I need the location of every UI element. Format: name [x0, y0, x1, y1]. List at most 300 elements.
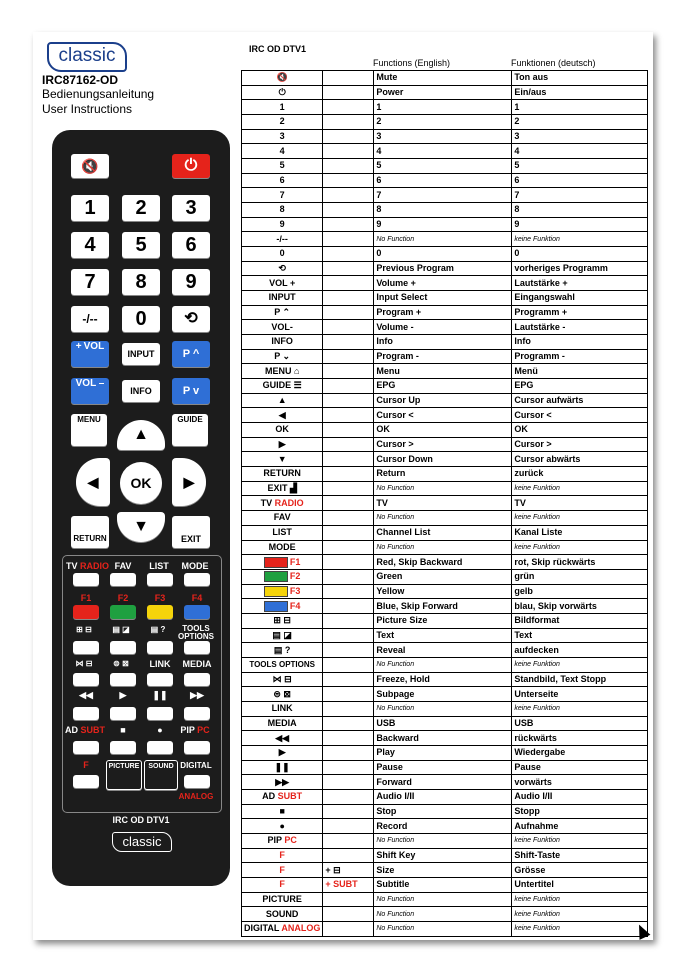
- function-english: No Function: [374, 657, 512, 672]
- number-0-button[interactable]: 0: [122, 306, 160, 332]
- table-row: [242, 481, 648, 496]
- mode-label: MODE: [181, 561, 209, 571]
- function-german: USB: [512, 716, 648, 731]
- modifier-cell: [323, 85, 374, 100]
- modifier-cell: [323, 657, 374, 672]
- key-label: 0: [279, 248, 285, 259]
- key-label-secondary: PC: [281, 835, 297, 846]
- key-cell: [242, 701, 323, 716]
- key-label: TOOLS OPTIONS: [249, 660, 315, 670]
- key-label: MEDIA: [267, 717, 297, 728]
- table-row: [242, 613, 648, 628]
- previous-program-button[interactable]: ⟲: [172, 306, 210, 332]
- key-cell: [242, 437, 323, 452]
- digital-analog-button[interactable]: [184, 775, 210, 788]
- text-icon: ▤ ◪: [112, 625, 130, 634]
- function-german: aufdecken: [512, 643, 648, 658]
- key-label: 🔇: [276, 72, 288, 83]
- number-4-button[interactable]: 4: [71, 232, 109, 258]
- modifier-cell: [323, 115, 374, 130]
- key-cell: [242, 540, 323, 555]
- modifier-cell: [323, 525, 374, 540]
- pause-button[interactable]: [147, 707, 173, 720]
- cursor-left-button[interactable]: ◀: [76, 458, 110, 506]
- function-german: Eingangswahl: [512, 291, 648, 306]
- function-english: Size: [374, 863, 512, 878]
- function-german: 9: [512, 217, 648, 232]
- f-button[interactable]: [73, 775, 99, 788]
- key-label: 1: [279, 101, 285, 112]
- subt-text: SUBT: [80, 725, 105, 735]
- key-label: PICTURE: [262, 893, 302, 904]
- key-label: 4: [279, 145, 285, 156]
- key-label: 7: [279, 189, 285, 200]
- key-label: 3: [279, 131, 285, 142]
- key-label: SOUND: [265, 908, 299, 919]
- function-english: 3: [374, 129, 512, 144]
- function-english: Program -: [374, 349, 512, 364]
- function-english: Audio I/II: [374, 789, 512, 804]
- key-label: P ⌄: [274, 351, 291, 362]
- media-button[interactable]: [184, 673, 210, 686]
- key-cell: [242, 731, 323, 746]
- function-german: OK: [512, 423, 648, 438]
- table-row: [242, 672, 648, 687]
- ad-subt-button[interactable]: [73, 741, 99, 754]
- tv-radio-label: [66, 561, 110, 571]
- number-1-button[interactable]: 1: [71, 195, 109, 221]
- function-german: 7: [512, 188, 648, 203]
- function-german: gelb: [512, 584, 648, 599]
- function-english: Previous Program: [374, 261, 512, 276]
- table-row: [242, 833, 648, 848]
- table-row: [242, 804, 648, 819]
- key-label: TV: [260, 497, 273, 508]
- key-cell: [242, 408, 323, 423]
- function-english: Reveal: [374, 643, 512, 658]
- key-cell: [242, 173, 323, 188]
- function-english: USB: [374, 716, 512, 731]
- function-german: EPG: [512, 379, 648, 394]
- function-german: vorheriges Programm: [512, 261, 648, 276]
- modifier-cell: [323, 276, 374, 291]
- key-label: 5: [279, 160, 285, 171]
- number-5-button[interactable]: 5: [122, 232, 160, 258]
- function-german: keine Funktion: [512, 907, 648, 922]
- table-row: [242, 848, 648, 863]
- key-label: INPUT: [268, 292, 296, 303]
- table-row: [242, 349, 648, 364]
- sound-button[interactable]: SOUND: [144, 760, 178, 790]
- link-button[interactable]: [147, 673, 173, 686]
- key-label: ⏻: [278, 87, 286, 97]
- key-label: LIST: [272, 527, 292, 538]
- manual-title-en: User Instructions: [42, 102, 133, 116]
- function-german: Cursor >: [512, 437, 648, 452]
- table-row: [242, 584, 648, 599]
- function-german: 4: [512, 144, 648, 159]
- modifier-cell: [323, 848, 374, 863]
- table-row: [242, 85, 648, 100]
- key-label: -/--: [276, 233, 288, 244]
- key-label: ●: [279, 820, 285, 831]
- freeze-icon: ⋈ ⊟: [75, 659, 93, 668]
- modifier-cell: [323, 261, 374, 276]
- function-german: Aufnahme: [512, 819, 648, 834]
- function-english: Freeze, Hold: [374, 672, 512, 687]
- record-button[interactable]: [147, 741, 173, 754]
- key-cell: [242, 804, 323, 819]
- table-row: [242, 745, 648, 760]
- key-label: ⊜ ⊠: [273, 688, 291, 699]
- table-row: [242, 863, 648, 878]
- cursor-right-button[interactable]: ▶: [172, 458, 206, 506]
- modifier-cell: [323, 921, 374, 936]
- key-cell: [242, 657, 323, 672]
- table-row: [242, 599, 648, 614]
- key-cell: [242, 393, 323, 408]
- number-2-button[interactable]: 2: [122, 195, 160, 221]
- function-german: Programm +: [512, 305, 648, 320]
- modifier-cell: [323, 144, 374, 159]
- key-label: FAV: [273, 512, 291, 523]
- function-english: No Function: [374, 481, 512, 496]
- function-german: keine Funktion: [512, 892, 648, 907]
- reveal-button[interactable]: [147, 641, 173, 654]
- f3-label: F3: [154, 593, 166, 603]
- function-english: Power: [374, 85, 512, 100]
- function-english: Play: [374, 745, 512, 760]
- modifier-cell: [323, 393, 374, 408]
- freeze-button[interactable]: [73, 673, 99, 686]
- key-label: ▶: [278, 747, 286, 758]
- function-english: Shift Key: [374, 848, 512, 863]
- function-german: 2: [512, 115, 648, 130]
- key-cell: [242, 628, 323, 643]
- function-german: 1: [512, 100, 648, 115]
- analog-label: ANALOG: [178, 792, 214, 801]
- key-cell: [242, 232, 323, 247]
- key-cell: [242, 877, 323, 892]
- key-label: ⋈ ⊟: [272, 673, 292, 684]
- modifier-cell: [323, 643, 374, 658]
- f3-button[interactable]: [147, 605, 173, 619]
- color-swatch: [264, 586, 288, 597]
- function-german: keine Funktion: [512, 540, 648, 555]
- modifier-cell: [323, 511, 374, 526]
- key-cell: [242, 305, 323, 320]
- table-row: [242, 115, 648, 130]
- number-8-button[interactable]: 8: [122, 269, 160, 295]
- subpage-icon: ⊜ ⊠: [113, 659, 129, 668]
- function-german: keine Funktion: [512, 481, 648, 496]
- key-cell: [242, 423, 323, 438]
- function-german: Kanal Liste: [512, 525, 648, 540]
- function-german: 5: [512, 159, 648, 174]
- return-button[interactable]: RETURN: [71, 516, 109, 548]
- key-label: DIGITAL: [244, 923, 280, 934]
- f4-button[interactable]: [184, 605, 210, 619]
- function-english: Green: [374, 569, 512, 584]
- text-button[interactable]: [110, 641, 136, 654]
- modifier-cell: [323, 452, 374, 467]
- play-button[interactable]: [110, 707, 136, 720]
- table-row: [242, 921, 648, 936]
- key-label: F4: [289, 600, 301, 611]
- input-button[interactable]: INPUT: [122, 343, 160, 365]
- table-row: [242, 203, 648, 218]
- key-label: P ⌃: [274, 307, 291, 318]
- ad-subt-label: [64, 725, 106, 735]
- picture-size-button[interactable]: [73, 641, 99, 654]
- modifier-cell: [323, 437, 374, 452]
- key-cell: [242, 481, 323, 496]
- modifier-cell: [323, 819, 374, 834]
- ok-button[interactable]: OK: [120, 462, 162, 504]
- key-cell: [242, 291, 323, 306]
- function-english: No Function: [374, 540, 512, 555]
- modifier-cell: [323, 731, 374, 746]
- tools-options-button[interactable]: [184, 641, 210, 654]
- modifier-cell: [323, 804, 374, 819]
- table-row: [242, 188, 648, 203]
- key-cell: [242, 247, 323, 262]
- table-row: [242, 789, 648, 804]
- function-english: Volume -: [374, 320, 512, 335]
- key-label: F3: [289, 585, 301, 596]
- function-english: No Function: [374, 701, 512, 716]
- modifier-cell: [323, 540, 374, 555]
- brand-logo: classic: [47, 42, 127, 72]
- table-row: [242, 305, 648, 320]
- function-german: Lautstärke +: [512, 276, 648, 291]
- modifier-cell: [323, 232, 374, 247]
- key-cell: [242, 144, 323, 159]
- table-row: [242, 643, 648, 658]
- model-number: IRC87162-OD: [42, 73, 119, 87]
- function-english: Cursor Up: [374, 393, 512, 408]
- power-button[interactable]: ⏻: [172, 154, 210, 178]
- function-english: Text: [374, 628, 512, 643]
- modifier-cell: [323, 291, 374, 306]
- program-down-button[interactable]: P v: [172, 378, 210, 404]
- table-row: [242, 525, 648, 540]
- function-german: rot, Skip rückwärts: [512, 555, 648, 570]
- key-label-secondary: RADIO: [272, 497, 304, 508]
- mute-button[interactable]: 🔇: [71, 154, 109, 178]
- function-german: Lautstärke -: [512, 320, 648, 335]
- modifier-cell: [323, 672, 374, 687]
- key-cell: [242, 643, 323, 658]
- modifier-cell: + ⊟: [323, 863, 374, 878]
- function-english: Picture Size: [374, 613, 512, 628]
- volume-up-button[interactable]: + VOL: [71, 341, 109, 367]
- function-english: Red, Skip Backward: [374, 555, 512, 570]
- function-german: Standbild, Text Stopp: [512, 672, 648, 687]
- function-english: 8: [374, 203, 512, 218]
- key-cell: [242, 349, 323, 364]
- function-german: Programm -: [512, 349, 648, 364]
- modifier-cell: [323, 100, 374, 115]
- table-row: [242, 452, 648, 467]
- function-english: No Function: [374, 892, 512, 907]
- function-english: Return: [374, 467, 512, 482]
- function-english: 0: [374, 247, 512, 262]
- modifier-cell: [323, 599, 374, 614]
- modifier-cell: [323, 745, 374, 760]
- key-label: 8: [279, 204, 285, 215]
- key-cell: [242, 511, 323, 526]
- number-6-button[interactable]: 6: [172, 232, 210, 258]
- pause-icon: ❚❚: [152, 690, 168, 700]
- function-german: Ton aus: [512, 71, 648, 86]
- number-9-button[interactable]: 9: [172, 269, 210, 295]
- f1-button[interactable]: [73, 605, 99, 619]
- key-label-secondary: SUBT: [275, 791, 303, 802]
- key-cell: [242, 745, 323, 760]
- modifier-cell: [323, 349, 374, 364]
- number-3-button[interactable]: 3: [172, 195, 210, 221]
- key-cell: [242, 217, 323, 232]
- modifier-cell: [323, 423, 374, 438]
- key-label: GUIDE ☰: [262, 380, 302, 391]
- table-row: [242, 907, 648, 922]
- function-german: 8: [512, 203, 648, 218]
- function-german: keine Funktion: [512, 701, 648, 716]
- function-german: Untertitel: [512, 877, 648, 892]
- table-row: [242, 173, 648, 188]
- picture-button[interactable]: PICTURE: [106, 760, 142, 790]
- f1-label: F1: [80, 593, 92, 603]
- stop-button[interactable]: [110, 741, 136, 754]
- modifier-cell: [323, 217, 374, 232]
- table-title: IRC OD DTV1: [249, 44, 307, 54]
- f4-label: F4: [191, 593, 203, 603]
- mode-button[interactable]: [184, 573, 210, 586]
- key-cell: [242, 833, 323, 848]
- modifier-cell: [323, 379, 374, 394]
- table-row: [242, 276, 648, 291]
- cursor-up-button[interactable]: ▲: [117, 420, 165, 450]
- key-cell: [242, 569, 323, 584]
- modifier-cell: [323, 496, 374, 511]
- fav-button[interactable]: [110, 573, 136, 586]
- guide-button[interactable]: GUIDE: [172, 414, 208, 446]
- function-english: Cursor Down: [374, 452, 512, 467]
- function-german: Bildformat: [512, 613, 648, 628]
- function-german: Wiedergabe: [512, 745, 648, 760]
- modifier-cell: [323, 716, 374, 731]
- function-english: 9: [374, 217, 512, 232]
- tv-radio-button[interactable]: [73, 573, 99, 586]
- function-english: Stop: [374, 804, 512, 819]
- function-german: Pause: [512, 760, 648, 775]
- radio-text: RADIO: [80, 561, 110, 571]
- table-row: [242, 496, 648, 511]
- table-row: [242, 540, 648, 555]
- program-up-button[interactable]: P ^: [172, 341, 210, 367]
- function-english: Volume +: [374, 276, 512, 291]
- pip-pc-button[interactable]: [184, 741, 210, 754]
- key-cell: [242, 599, 323, 614]
- function-english: Cursor >: [374, 437, 512, 452]
- function-german: grün: [512, 569, 648, 584]
- key-label: ▤ ◪: [272, 629, 292, 640]
- function-german: vorwärts: [512, 775, 648, 790]
- function-english: Mute: [374, 71, 512, 86]
- function-english: EPG: [374, 379, 512, 394]
- modifier-cell: [323, 203, 374, 218]
- modifier-cell: [323, 305, 374, 320]
- table-row: [242, 701, 648, 716]
- forward-button[interactable]: [184, 707, 210, 720]
- key-cell: [242, 379, 323, 394]
- function-german: Text: [512, 628, 648, 643]
- key-label: ◀◀: [275, 732, 290, 743]
- key-cell: [242, 775, 323, 790]
- dash-button[interactable]: -/--: [71, 306, 109, 332]
- info-button[interactable]: INFO: [122, 380, 160, 402]
- modifier-cell: [323, 701, 374, 716]
- table-row: [242, 379, 648, 394]
- menu-button[interactable]: MENU: [71, 414, 107, 446]
- subpage-button[interactable]: [110, 673, 136, 686]
- key-label: ❚❚: [274, 761, 290, 772]
- function-german: blau, Skip vorwärts: [512, 599, 648, 614]
- function-german: Cursor <: [512, 408, 648, 423]
- rewind-button[interactable]: [73, 707, 99, 720]
- exit-button[interactable]: EXIT: [172, 516, 210, 548]
- tools-options-label: TOOLS: [182, 624, 210, 633]
- key-cell: [242, 789, 323, 804]
- key-label: VOL +: [269, 277, 296, 288]
- key-cell: [242, 525, 323, 540]
- f2-button[interactable]: [110, 605, 136, 619]
- function-english: 2: [374, 115, 512, 130]
- number-7-button[interactable]: 7: [71, 269, 109, 295]
- key-label: MODE: [268, 541, 296, 552]
- function-english: 5: [374, 159, 512, 174]
- key-cell: [242, 467, 323, 482]
- play-icon: ▶: [119, 690, 127, 700]
- key-cell: [242, 452, 323, 467]
- function-table: [241, 70, 648, 937]
- table-row: [242, 467, 648, 482]
- table-row: [242, 569, 648, 584]
- function-english: 7: [374, 188, 512, 203]
- digital-label: DIGITAL: [180, 761, 212, 770]
- modifier-cell: [323, 613, 374, 628]
- function-german: Cursor abwärts: [512, 452, 648, 467]
- key-cell: [242, 921, 323, 936]
- function-english: No Function: [374, 921, 512, 936]
- stop-icon: ■: [120, 725, 126, 735]
- function-english: Program +: [374, 305, 512, 320]
- volume-down-button[interactable]: VOL –: [71, 378, 109, 404]
- table-row: [242, 877, 648, 892]
- cursor-down-button[interactable]: ▼: [117, 512, 165, 542]
- pip-pc-label: [178, 725, 212, 735]
- media-label: MEDIA: [182, 659, 212, 669]
- modifier-cell: [323, 320, 374, 335]
- f2-label: F2: [117, 593, 129, 603]
- table-row: [242, 628, 648, 643]
- forward-icon: ▶▶: [190, 690, 204, 700]
- list-button[interactable]: [147, 573, 173, 586]
- function-english: Input Select: [374, 291, 512, 306]
- key-label: F2: [289, 571, 301, 582]
- key-label: 2: [279, 116, 285, 127]
